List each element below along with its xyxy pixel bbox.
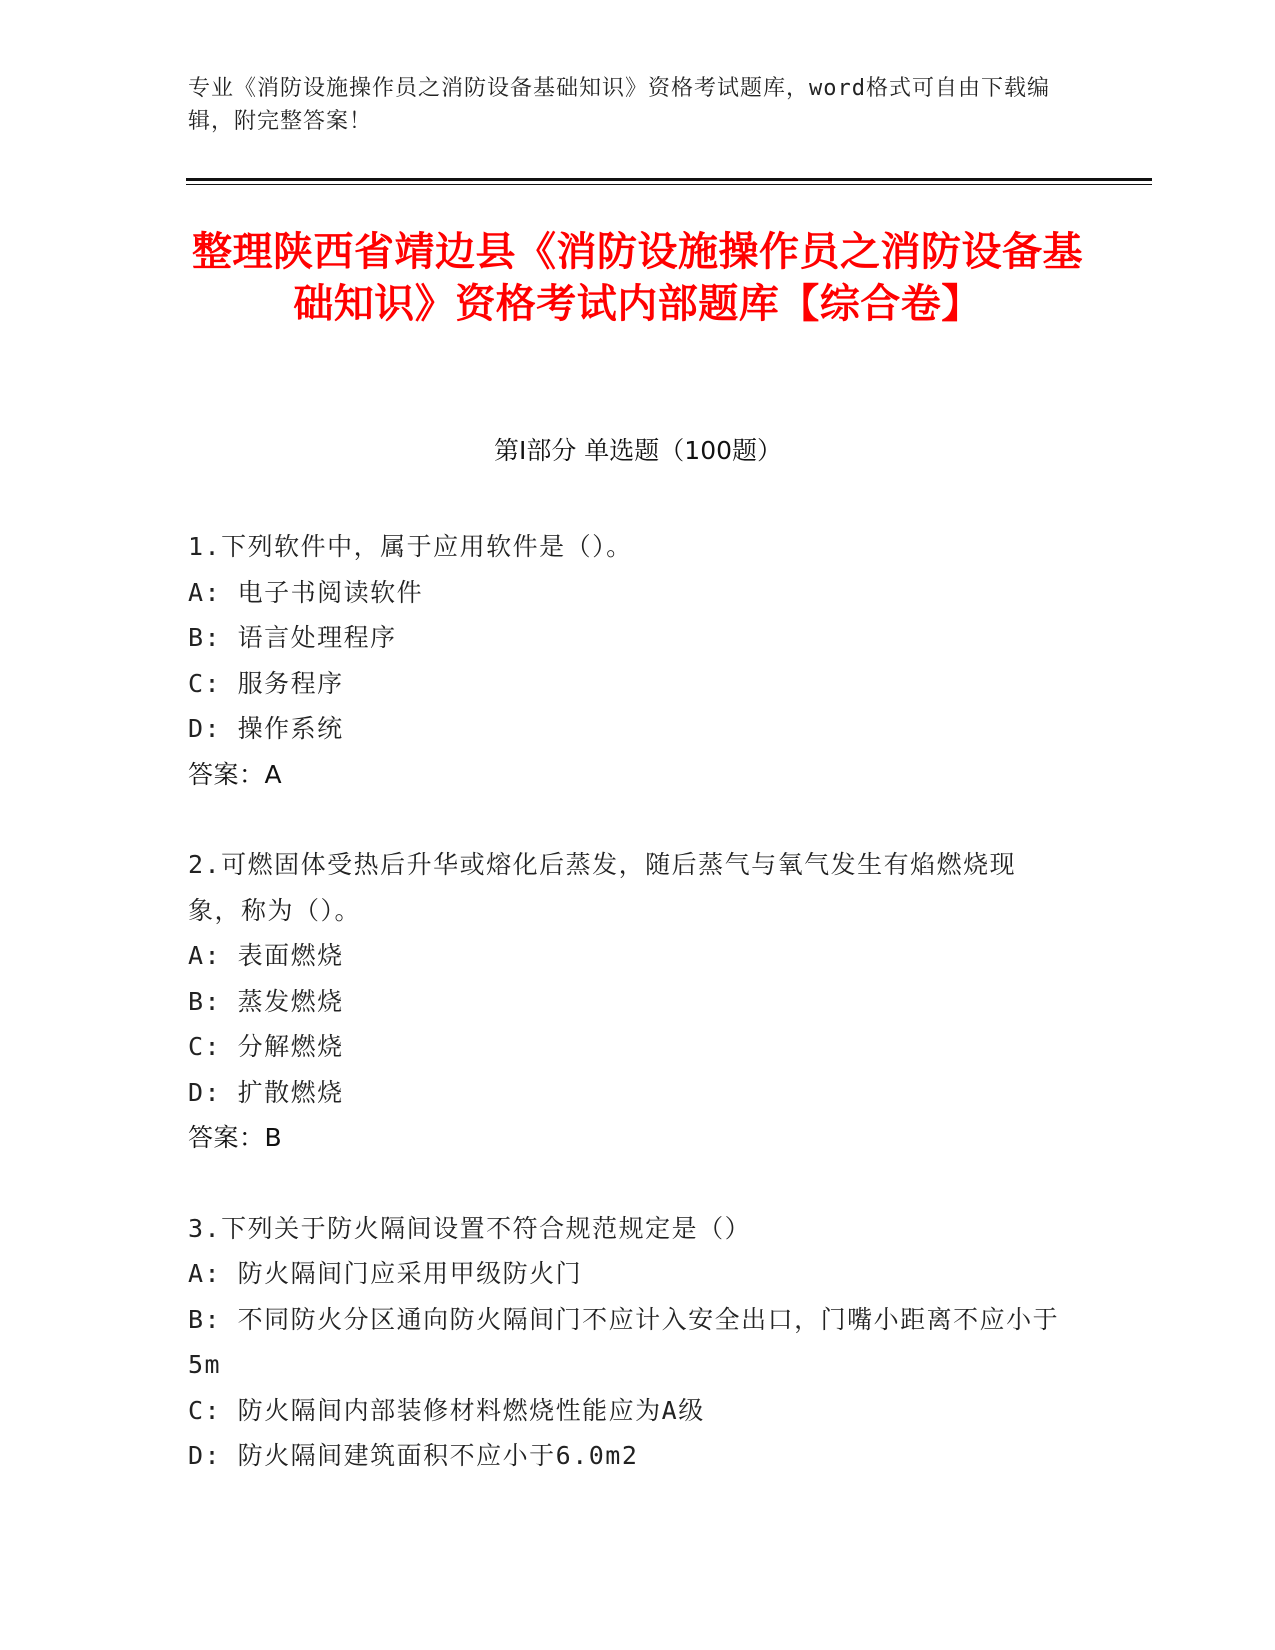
option-a: A: 防火隔间门应采用甲级防火门 <box>188 1259 583 1288</box>
document-title: 整理陕西省靖边县《消防设施操作员之消防设备基础知识》资格考试内部题库【综合卷】 <box>192 229 1083 327</box>
question-list <box>188 524 1068 1524</box>
section-heading: 第I部分 单选题（100题） <box>493 436 783 465</box>
option-b: B: 蒸发燃烧 <box>188 986 344 1016</box>
answer-line: 答案：A <box>188 759 283 789</box>
header-rule-thick <box>186 178 1152 181</box>
option-c: C: 防火隔间内部装修材料燃烧性能应为A级 <box>188 1395 705 1425</box>
question-1 <box>188 524 1068 797</box>
option-b: B: 语言处理程序 <box>188 623 397 652</box>
answer-line: 答案：B <box>188 1123 283 1152</box>
question-stem: 3.下列关于防火隔间设置不符合规范规定是（） <box>188 1213 752 1243</box>
header-note: 专业《消防设施操作员之消防设备基础知识》资格考试题库，word格式可自由下载编辑，附完整答案！ <box>188 76 1050 134</box>
header-rule-thin <box>186 184 1152 185</box>
question-stem: 2.可燃固体受热后升华或熔化后蒸发，随后蒸气与氧气发生有焰燃烧现象，称为（）。 <box>188 850 1017 925</box>
option-d: D: 防火隔间建筑面积不应小于6.0m2 <box>188 1441 639 1470</box>
option-d: D: 操作系统 <box>188 714 344 743</box>
option-a: A: 表面燃烧 <box>188 941 344 970</box>
question-3 <box>188 1206 1068 1479</box>
question-stem: 1.下列软件中，属于应用软件是（）。 <box>188 532 633 561</box>
option-c: C: 服务程序 <box>188 668 344 698</box>
option-d: D: 扩散燃烧 <box>188 1077 344 1107</box>
option-a: A: 电子书阅读软件 <box>188 577 424 607</box>
option-c: C: 分解燃烧 <box>188 1032 344 1061</box>
question-2 <box>188 842 1068 1161</box>
option-b: B: 不同防火分区通向防火隔间门不应计入安全出口，门嘴小距离不应小于5m <box>188 1304 1060 1379</box>
